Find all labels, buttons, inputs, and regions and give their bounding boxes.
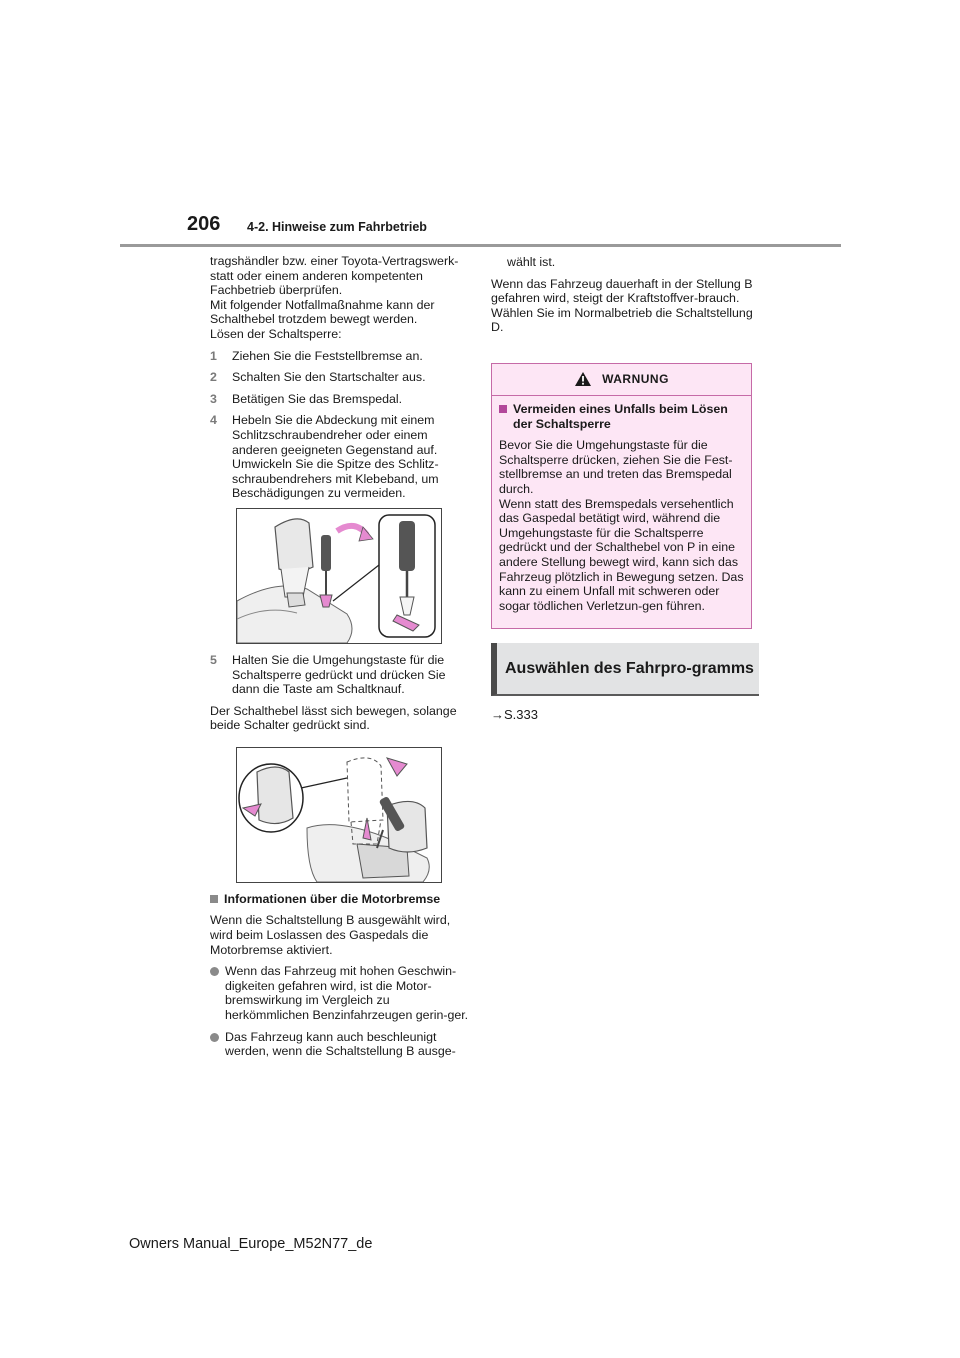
step-text: Hebeln Sie die Abdeckung mit einem Schlitzschraubendreher oder einem anderen geeigneten Gegenstand auf. Umwickeln Sie die Spitze des Schlitz-schraubendrehers mit Klebeband, um Beschädigungen zu vermeiden. — [232, 413, 439, 501]
page-reference-link[interactable]: →S.333 — [491, 707, 538, 723]
info-text: Wenn die Schaltstellung B ausgewählt wird, wird beim Loslassen des Gaspedals die Motorbremse aktiviert. — [210, 913, 451, 957]
list-item — [210, 1030, 472, 1059]
step-text: Ziehen Sie die Feststellbremse an. — [232, 348, 423, 363]
bullet-text: Das Fahrzeug kann auch beschleunigt werden, wenn die Schaltstellung B ausge- — [225, 1029, 456, 1059]
section-heading-box — [491, 643, 759, 696]
section-heading: Auswählen des Fahrpro-gramms — [505, 660, 754, 678]
warning-text-2: Wenn statt des Bremspedals versehentlich das Gaspedal betätigt wird, während die Umgehungstaste für die Schaltsperre gedrückt und der Schalthebel von P in eine andere Stellung bewegt wird, kann sich das Fahrzeug plötzlich in Bewegung setzen. Das kann zu einem Unfall mit schweren oder sogar tödlichen Verletzun-gen führen. — [499, 496, 744, 613]
step-text: Betätigen Sie das Bremspedal. — [232, 391, 403, 406]
footer-text: Owners Manual_Europe_M52N77_de — [129, 1236, 373, 1252]
intro-text-2: Mit folgender Notfallmaßnahme kann der Schalthebel trotzdem bewegt werden. — [210, 297, 435, 327]
intro-text-3: Lösen der Schaltsperre: — [210, 326, 342, 341]
step-number: 1 — [210, 348, 217, 363]
step-number: 3 — [210, 391, 217, 406]
left-column — [210, 254, 472, 1066]
header-rule — [120, 244, 841, 247]
step-item — [210, 653, 472, 697]
step-number: 2 — [210, 370, 217, 385]
step-text: Halten Sie die Umgehungstaste für die Schaltsperre gedrückt und drücken Sie dann die Taste am Schaltknauf. — [232, 652, 446, 697]
list-item — [210, 964, 472, 1022]
warning-header — [492, 364, 751, 396]
warning-subheading-text: Vermeiden eines Unfalls beim Lösen der Schaltsperre — [513, 401, 728, 431]
fuel-paragraph: Wenn das Fahrzeug dauerhaft in der Stellung B gefahren wird, steigt der Kraftstoffver-brauch. Wählen Sie im Normalbetrieb die Schaltstellung D. — [491, 276, 753, 335]
step-item — [210, 413, 472, 501]
intro-text: tragshändler bzw. einer Toyota-Vertragswerk-statt oder einem anderen kompetenten Fachbetrieb überprüfen. — [210, 254, 459, 298]
warning-body — [492, 396, 751, 628]
square-bullet-icon — [210, 895, 218, 903]
step-text: Schalten Sie den Startschalter aus. — [232, 370, 426, 385]
bullet-dot-icon — [210, 967, 219, 976]
bullet-text: Wenn das Fahrzeug mit hohen Geschwin-digkeiten gefahren wird, ist die Motor-bremswirkung im Vergleich zu herkömmlichen Benzinfahrzeugen gerin-ger. — [225, 964, 469, 1023]
bullet-dot-icon — [210, 1033, 219, 1042]
right-column — [491, 255, 753, 723]
warning-triangle-icon — [574, 371, 592, 387]
step-number: 5 — [210, 652, 217, 667]
square-bullet-icon — [499, 405, 507, 413]
intro-paragraph — [210, 254, 472, 342]
continued-text: wählt ist. — [507, 255, 556, 269]
step-item — [210, 349, 472, 364]
page-number: 206 — [187, 213, 221, 235]
after-step-text: Der Schalthebel lässt sich bewegen, solange beide Schalter gedrückt sind. — [210, 703, 457, 733]
warning-text-1: Bevor Sie die Umgehungstaste für die Schaltsperre drücken, ziehen Sie die Fest-stellbremse an und treten das Bremspedal durch. — [499, 438, 733, 496]
step-number: 4 — [210, 413, 217, 428]
step-item — [210, 392, 472, 407]
warning-text — [499, 438, 744, 613]
info-heading — [210, 892, 472, 907]
figure-screwdriver-cover — [236, 508, 442, 644]
step-item — [210, 370, 472, 385]
section-title: 4-2. Hinweise zum Fahrbetrieb — [247, 220, 427, 234]
warning-label: WARNUNG — [602, 372, 669, 387]
figure-shift-knob-buttons — [236, 747, 442, 883]
warning-subheading — [499, 402, 744, 431]
warning-box — [491, 363, 752, 629]
info-heading-text: Informationen über die Motorbremse — [224, 891, 441, 906]
